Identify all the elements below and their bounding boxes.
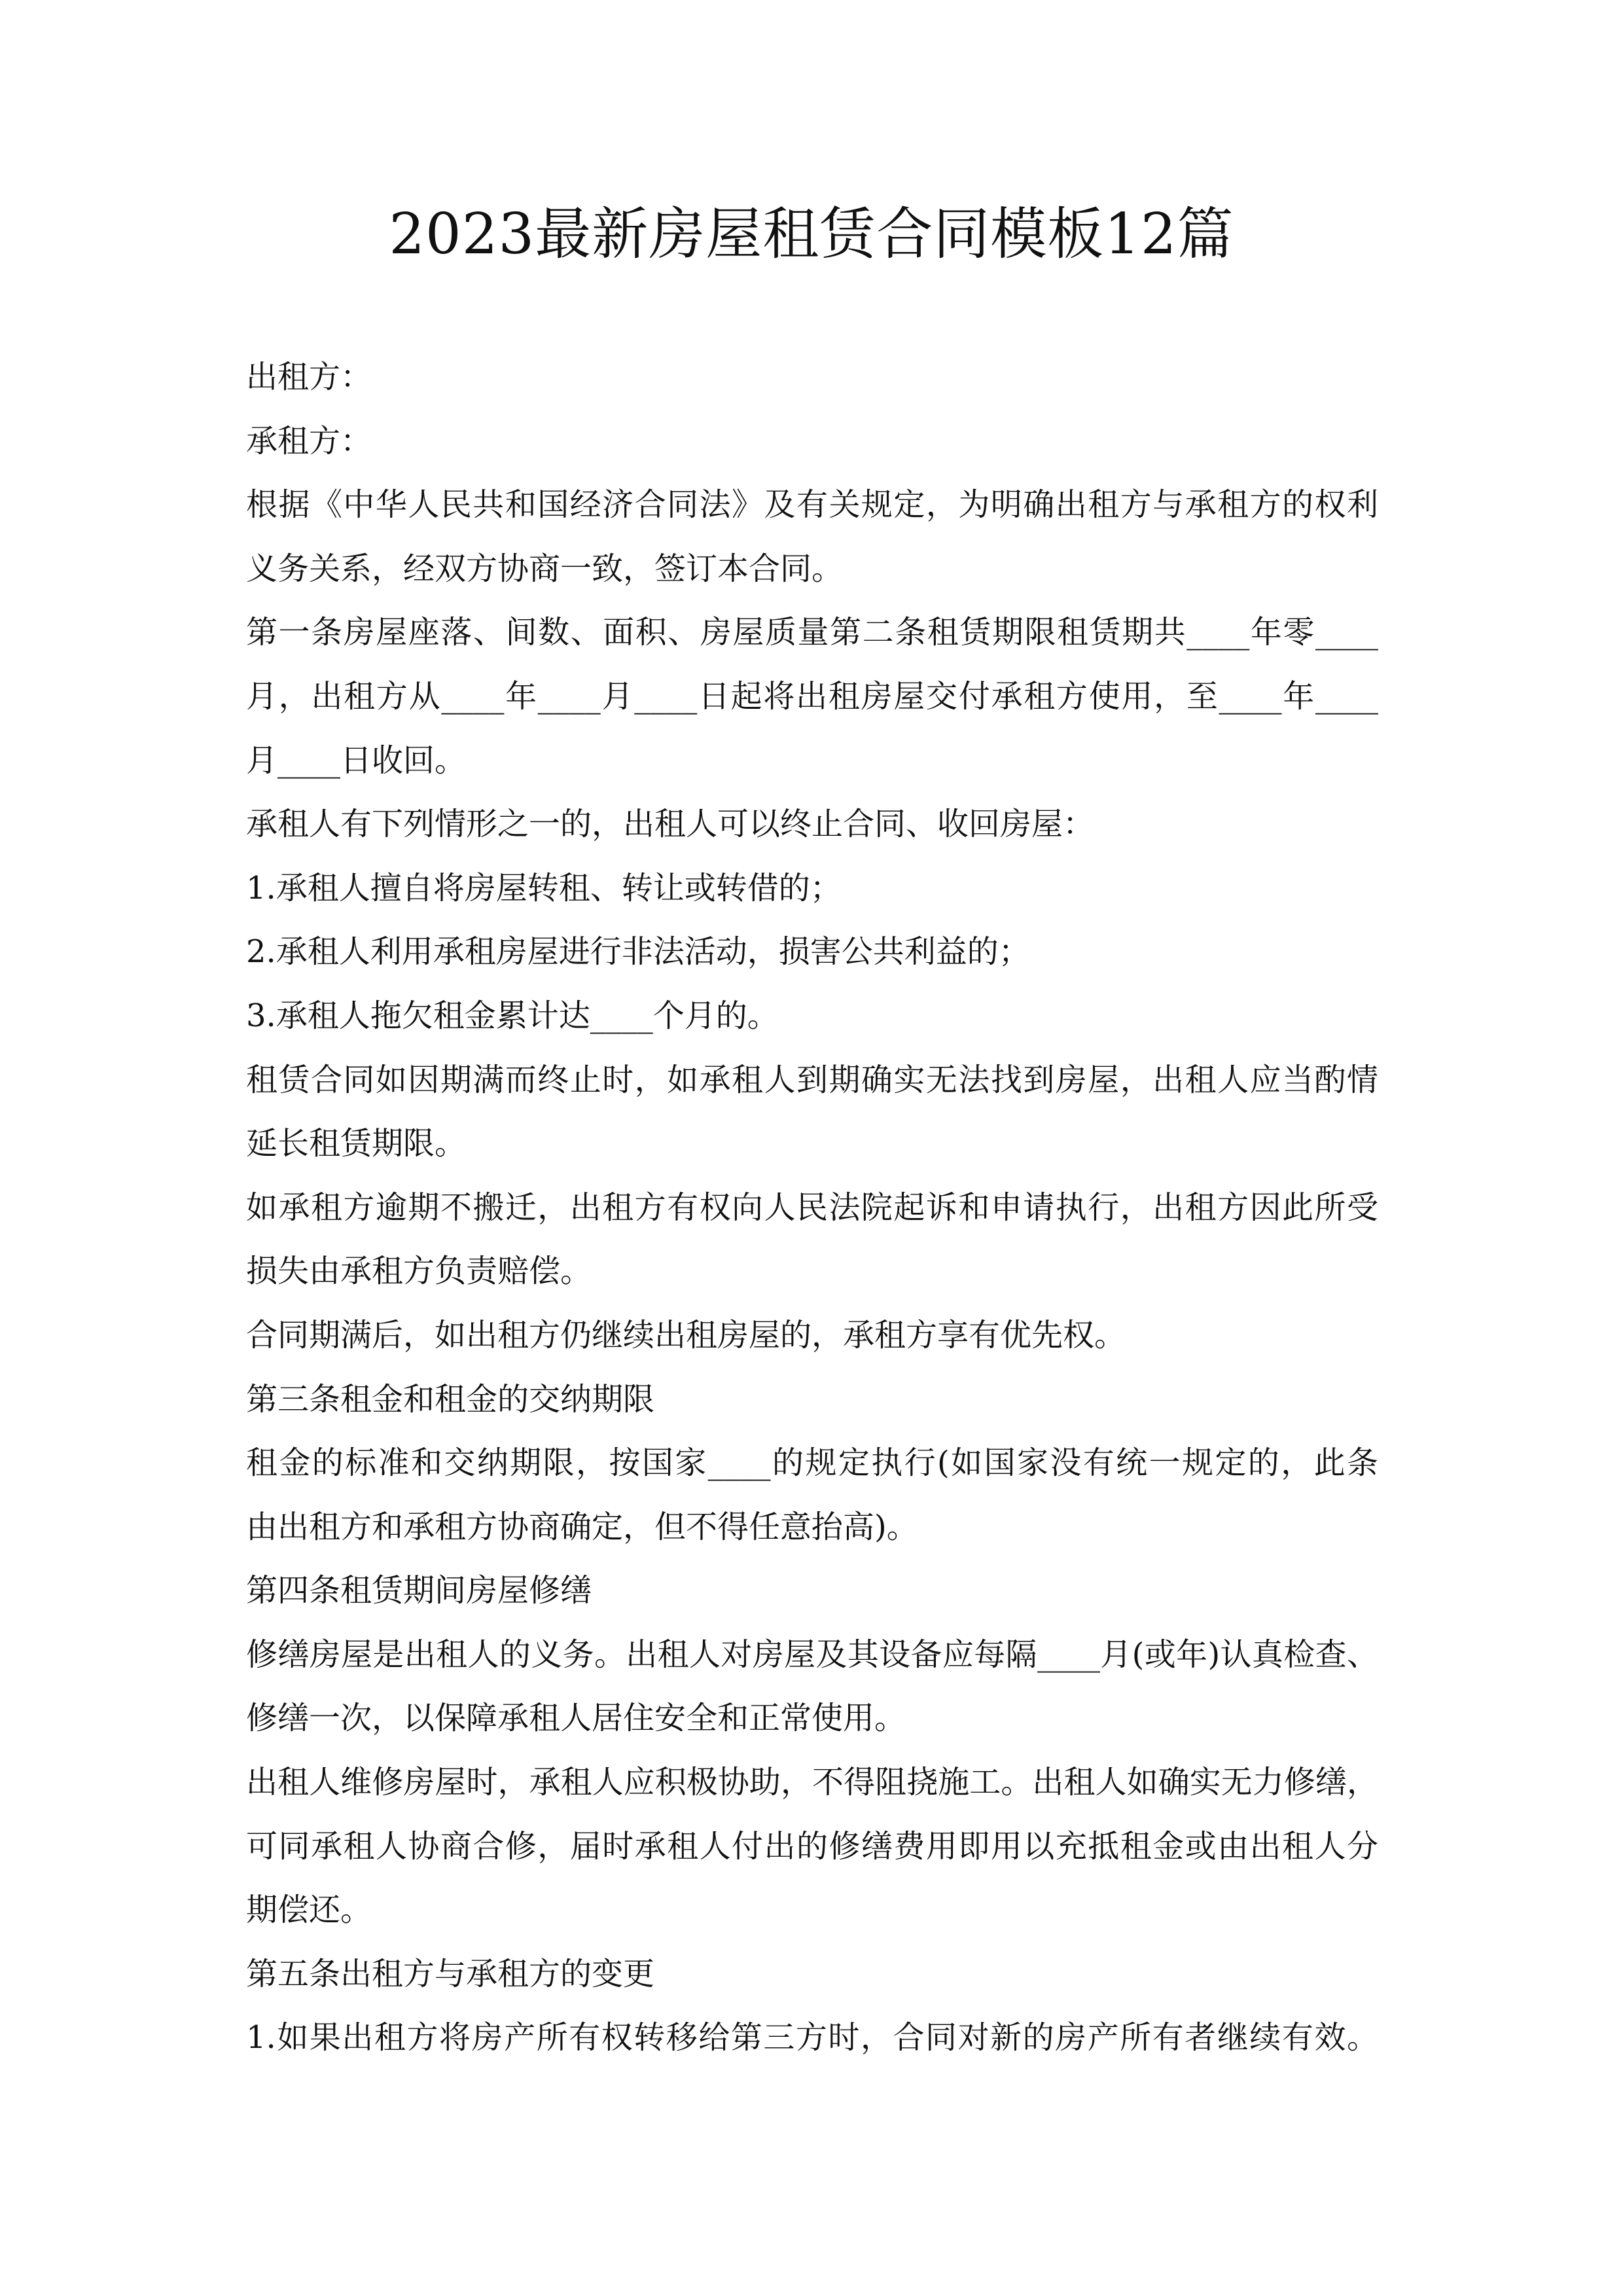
text-line: 承租人有下列情形之一的，出租人可以终止合同、收回房屋：	[246, 806, 1095, 843]
text-line: 出租人维修房屋时，承租人应积极协助，不得阻挠施工。出租人如确实无力修缮，	[246, 1764, 1378, 1801]
text-line: 2.承租人利用承租房屋进行非法活动，损害公共利益的；	[246, 933, 1030, 971]
text-line: 修缮房屋是出租人的义务。出租人对房屋及其设备应每隔____月(或年)认真检查、	[246, 1636, 1378, 1673]
text-line: 第三条租金和租金的交纳期限	[246, 1380, 655, 1418]
text-line: 第一条房屋座落、间数、面积、房屋质量第二条租赁期限租赁期共____年零____	[246, 614, 1378, 651]
text-line: 3.承租人拖欠租金累计达____个月的。	[246, 997, 779, 1034]
text-line: 可同承租人协商合修，届时承租人付出的修缮费用即用以充抵租金或由出租人分	[246, 1827, 1378, 1865]
text-line: 义务关系，经双方协商一致，签订本合同。	[246, 550, 844, 587]
text-line: 根据《中华人民共和国经济合同法》及有关规定，为明确出租方与承租方的权利	[246, 486, 1378, 524]
text-line: 第五条出租方与承租方的变更	[246, 1955, 655, 1992]
text-line: 出租方：	[246, 359, 372, 395]
text-line: 修缮一次，以保障承租人居住安全和正常使用。	[246, 1700, 906, 1737]
text-line: 第四条租赁期间房屋修缮	[246, 1572, 592, 1609]
text-line: 延长租赁期限。	[246, 1125, 467, 1162]
text-line: 承租方：	[246, 422, 372, 459]
text-line: 租赁合同如因期满而终止时，如承租人到期确实无法找到房屋，出租人应当酌情	[246, 1061, 1378, 1098]
text-line: 租金的标准和交纳期限，按国家____的规定执行(如国家没有统一规定的，此条	[246, 1444, 1378, 1482]
text-line: 月，出租方从____年____月____日起将出租房屋交付承租方使用，至____年____	[246, 677, 1378, 715]
text-line: 如承租方逾期不搬迁，出租方有权向人民法院起诉和申请执行，出租方因此所受	[246, 1189, 1378, 1226]
text-line: 合同期满后，如出租方仍继续出租房屋的，承租方享有优先权。	[246, 1316, 1126, 1354]
text-line: 1.承租人擅自将房屋转租、转让或转借的；	[246, 869, 842, 906]
text-line: 月____日收回。	[246, 742, 467, 779]
text-line: 损失由承租方负责赔偿。	[246, 1253, 592, 1290]
document-body	[246, 346, 1378, 2070]
text-line: 期偿还。	[246, 1892, 372, 1929]
text-line: 1.如果出租方将房产所有权转移给第三方时，合同对新的房产所有者继续有效。	[246, 2019, 1378, 2056]
document-title: 2023最新房屋租赁合同模板12篇	[389, 202, 1234, 267]
text-line: 由出租方和承租方协商确定，但不得任意抬高)。	[246, 1508, 918, 1545]
